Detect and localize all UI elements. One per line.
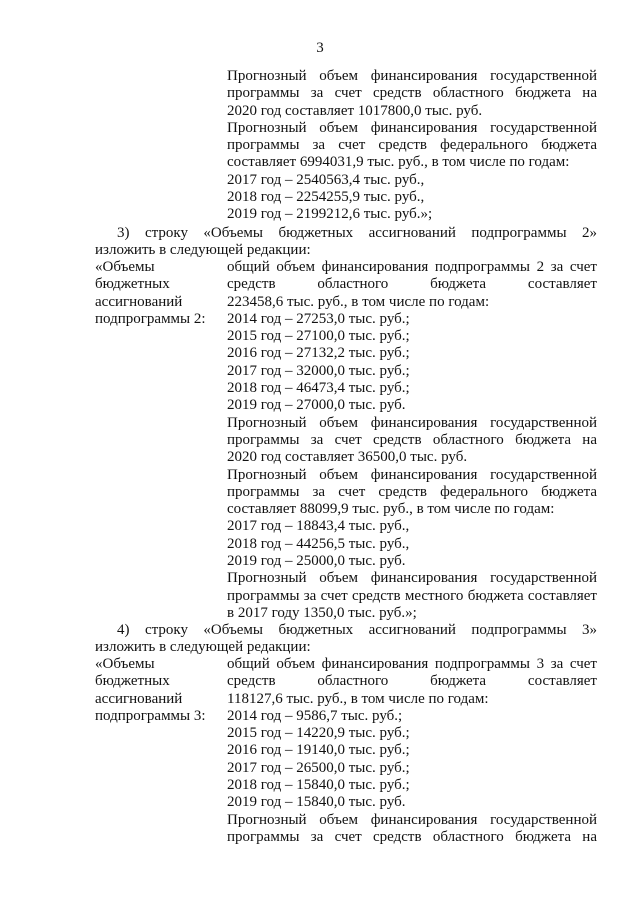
- text-line: 2014 год – 9586,7 тыс. руб.;: [227, 707, 403, 724]
- text-line: программы за счет средств областного бюджета на: [227, 85, 597, 102]
- text-line: 2018 год – 15840,0 тыс. руб.;: [227, 777, 410, 794]
- item4-label: [95, 656, 225, 725]
- label-line: подпрограммы 2:: [95, 310, 206, 327]
- text-line: составляет 88099,9 тыс. руб., в том числе по годам:: [227, 501, 555, 518]
- text-line: Прогнозный объем финансирования государственной: [227, 570, 597, 587]
- item3-intro-line: изложить в следующей редакции:: [95, 242, 311, 258]
- text-line: в 2017 году 1350,0 тыс. руб.»;: [227, 604, 417, 621]
- text-line: 2016 год – 27132,2 тыс. руб.;: [227, 345, 410, 362]
- text-line: 2019 год – 27000,0 тыс. руб.: [227, 397, 406, 414]
- text-line: общий объем финансирования подпрограммы 3 за счет: [227, 656, 597, 672]
- text-line: Прогнозный объем финансирования государственной: [227, 68, 597, 84]
- text-line: 2014 год – 27253,0 тыс. руб.;: [227, 310, 410, 327]
- text-line: 2015 год – 27100,0 тыс. руб.;: [227, 328, 410, 345]
- label-line: ассигнований: [95, 293, 183, 310]
- text-line: 2017 год – 2540563,4 тыс. руб.,: [227, 171, 425, 188]
- text-line: 2018 год – 46473,4 тыс. руб.;: [227, 380, 410, 397]
- text-line: 118127,6 тыс. руб., в том числе по годам:: [227, 690, 489, 707]
- text-line: программы за счет средств областного бюджета на: [227, 431, 597, 448]
- text-line: Прогнозный объем финансирования государственной: [227, 466, 597, 483]
- label-line: бюджетных: [95, 673, 170, 690]
- text-line: 2019 год – 2199212,6 тыс. руб.»;: [227, 206, 433, 223]
- label-line: «Объемы: [95, 259, 155, 275]
- text-line: 2019 год – 25000,0 тыс. руб.: [227, 553, 406, 570]
- item4-intro: [117, 622, 597, 639]
- text-line: 2017 год – 26500,0 тыс. руб.;: [227, 759, 410, 776]
- text-line: 223458,6 тыс. руб., в том числе по годам:: [227, 293, 490, 310]
- text-line: Прогнозный объем финансирования государственной: [227, 811, 597, 828]
- text-line: 2018 год – 44256,5 тыс. руб.,: [227, 535, 410, 552]
- item4-content: [227, 656, 597, 846]
- text-line: составляет 6994031,9 тыс. руб., в том числе по годам:: [227, 154, 570, 171]
- item3-label: [95, 259, 225, 328]
- text-line: 2017 год – 32000,0 тыс. руб.;: [227, 362, 410, 379]
- text-line: 2020 год составляет 1017800,0 тыс. руб.: [227, 102, 483, 119]
- text-line: средств областного бюджета составляет: [227, 673, 597, 690]
- text-line: программы за счет средств областного бюджета на: [227, 828, 597, 845]
- text-line: 2019 год – 15840,0 тыс. руб.: [227, 794, 406, 811]
- text-line: программы за счет средств федерального бюджета: [227, 483, 597, 500]
- text-line: программы за счет средств федерального бюджета: [227, 137, 597, 154]
- page-number: 3: [316, 40, 324, 56]
- text-line: программы за счет средств местного бюджета составляет: [227, 587, 597, 604]
- item4-intro-line: изложить в следующей редакции:: [95, 639, 311, 655]
- label-line: подпрограммы 3:: [95, 707, 206, 724]
- text-line: 2017 год – 18843,4 тыс. руб.,: [227, 518, 410, 535]
- item3-content: [227, 259, 597, 622]
- text-line: Прогнозный объем финансирования государственной: [227, 119, 597, 136]
- item4-intro-2: [95, 639, 597, 656]
- text-line: средств областного бюджета составляет: [227, 276, 597, 293]
- text-line: 2015 год – 14220,9 тыс. руб.;: [227, 725, 410, 742]
- text-line: 2018 год – 2254255,9 тыс. руб.,: [227, 189, 425, 206]
- item4-intro-line: 4) строку «Объемы бюджетных ассигнований подпрограммы 3»: [117, 622, 597, 638]
- item3-intro: [117, 225, 597, 242]
- text-line: общий объем финансирования подпрограммы 2 за счет: [227, 259, 597, 275]
- label-line: бюджетных: [95, 276, 170, 293]
- top-section: [227, 68, 597, 224]
- item3-intro-line: 3) строку «Объемы бюджетных ассигнований подпрограммы 2»: [117, 225, 597, 241]
- label-line: ассигнований: [95, 690, 183, 707]
- text-line: 2016 год – 19140,0 тыс. руб.;: [227, 742, 410, 759]
- text-line: Прогнозный объем финансирования государственной: [227, 414, 597, 431]
- item3-intro-2: [95, 242, 597, 259]
- text-line: 2020 год составляет 36500,0 тыс. руб.: [227, 449, 468, 466]
- label-line: «Объемы: [95, 656, 155, 672]
